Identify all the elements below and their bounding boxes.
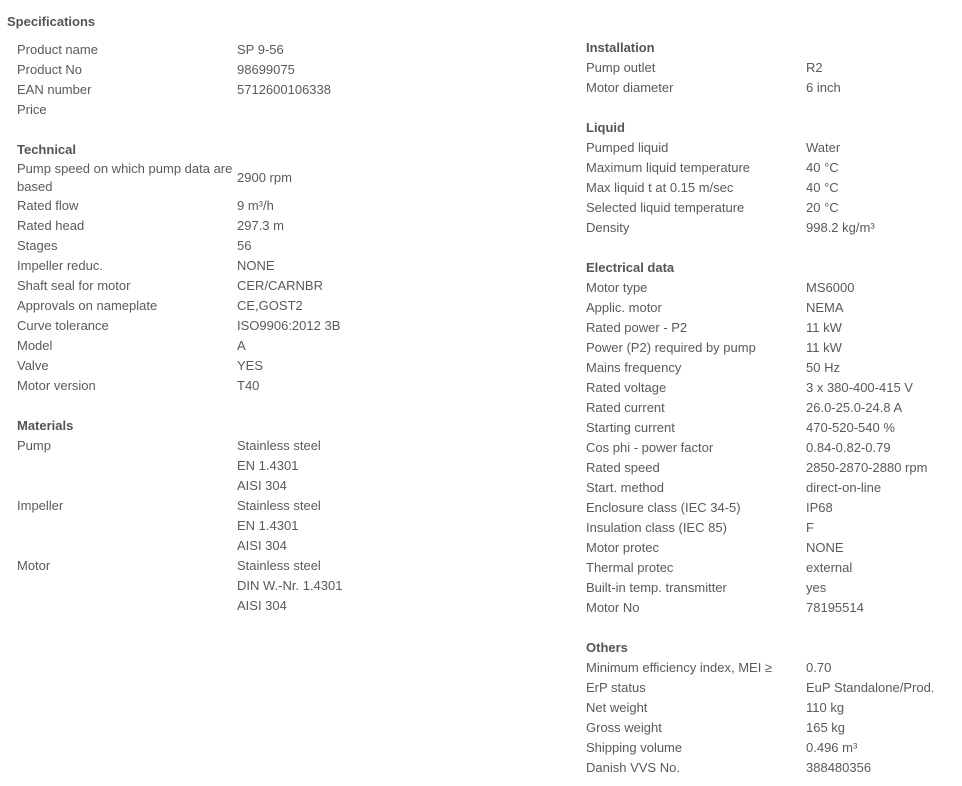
spec-value: Stainless steel [237,498,321,513]
spec-label: Mains frequency [586,360,682,375]
spec-label: Impeller reduc. [17,258,103,273]
spec-value: EuP Standalone/Prod. [806,680,935,695]
section-title-materials: Materials [17,418,74,433]
spec-label: Power (P2) required by pump [586,340,756,355]
spec-value: 50 Hz [806,360,840,375]
spec-value: 297.3 m [237,218,284,233]
materials-section [17,416,562,616]
spec-row [17,256,562,276]
page-title: Specifications [7,14,96,29]
spec-label: Product No [17,62,83,77]
spec-label: Price [17,102,47,117]
liquid-section [586,118,956,238]
spec-row [586,278,956,298]
spec-value: DIN W.-Nr. 1.4301 [237,578,343,593]
spec-value: 110 kg [806,700,845,715]
spec-value: SP 9-56 [237,42,284,57]
spec-row [586,438,956,458]
spec-value: external [806,560,853,575]
spec-label: Motor version [17,378,96,393]
spec-label: Valve [17,358,49,373]
spec-value: 40 °C [806,160,839,175]
spec-row [586,658,956,678]
spec-value: 56 [237,238,252,253]
spec-value: EN 1.4301 [237,458,299,473]
spec-label: Approvals on nameplate [17,298,158,313]
spec-label [17,596,237,616]
spec-value: EN 1.4301 [237,518,299,533]
spec-value: 40 °C [806,180,839,195]
section-title-others: Others [586,640,628,655]
spec-row [17,276,562,296]
spec-label: Rated power - P2 [586,320,688,335]
spec-row [17,516,562,536]
section-title-technical: Technical [17,142,77,157]
spec-row [17,376,562,396]
spec-row [586,598,956,618]
spec-value: CE,GOST2 [237,298,303,313]
spec-value: 0.84-0.82-0.79 [806,440,891,455]
spec-row [586,378,956,398]
section-title-installation: Installation [586,40,655,55]
motor-no-link[interactable]: 78195514 [806,600,864,615]
spec-row [586,538,956,558]
spec-value: 2850-2870-2880 rpm [806,460,928,475]
spec-row [586,58,956,78]
spec-value: direct-on-line [806,480,882,495]
spec-row [17,476,562,496]
spec-value: T40 [237,378,260,393]
spec-label: Rated voltage [586,380,667,395]
spec-row [586,138,956,158]
installation-section [586,38,956,98]
spec-label: Cos phi - power factor [586,440,714,455]
spec-row [586,738,956,758]
spec-label: Start. method [586,480,665,495]
spec-row [586,218,956,238]
general-section [17,40,562,120]
spec-label: Motor diameter [586,80,674,95]
spec-label [17,476,237,496]
spec-label: Rated current [586,400,665,415]
spec-value: AISI 304 [237,478,287,493]
spec-value: 26.0-25.0-24.8 A [806,400,903,415]
spec-label: Impeller [17,498,64,513]
spec-label: Rated head [17,218,85,233]
spec-label: EAN number [17,82,92,97]
spec-label: Model [17,338,53,353]
spec-value: 9 m³/h [237,198,274,213]
spec-value: CER/CARNBR [237,278,323,293]
others-section [586,638,956,778]
spec-label: Thermal protec [586,560,674,575]
spec-row [17,576,562,596]
spec-label: Curve tolerance [17,318,109,333]
spec-value: Stainless steel [237,438,321,453]
spec-label: Shipping volume [586,740,683,755]
spec-value: A [237,338,246,353]
spec-label: Motor protec [586,540,659,555]
spec-label: Motor type [586,280,648,295]
spec-label: Motor No [586,600,640,615]
spec-row [17,100,562,120]
spec-row [586,358,956,378]
spec-label: Rated speed [586,460,660,475]
spec-value: Water [806,140,841,155]
spec-row [17,496,562,516]
spec-value: 6 inch [806,80,841,95]
spec-label: Pumped liquid [586,140,669,155]
spec-row [586,78,956,98]
spec-label: Rated flow [17,198,79,213]
spec-value: yes [806,580,827,595]
spec-value: MS6000 [806,280,855,295]
spec-label: Max liquid t at 0.15 m/sec [586,180,734,195]
spec-row [586,758,956,778]
spec-value: 20 °C [806,200,839,215]
spec-label: Density [586,220,630,235]
spec-value: 998.2 kg/m³ [806,220,875,235]
spec-label [17,536,237,556]
spec-label [17,576,237,596]
spec-row [586,458,956,478]
spec-row [17,40,562,60]
spec-value: R2 [806,60,823,75]
spec-row [586,718,956,738]
spec-label [17,456,237,476]
spec-row [586,478,956,498]
spec-row [586,698,956,718]
spec-label: Pump speed on which pump data are based [17,161,233,194]
spec-row [586,198,956,218]
spec-row [17,536,562,556]
spec-label: Maximum liquid temperature [586,160,751,175]
spec-value: F [806,520,814,535]
right-column [586,38,956,778]
spec-value: 388480356 [806,760,872,775]
spec-row [17,336,562,356]
left-column [17,40,562,616]
spec-label: Gross weight [586,720,662,735]
technical-section [17,140,562,396]
spec-label: Net weight [586,700,648,715]
spec-row [17,316,562,336]
spec-label: Danish VVS No. [586,760,680,775]
spec-value: AISI 304 [237,598,287,613]
section-title-liquid: Liquid [586,120,625,135]
spec-row [586,558,956,578]
spec-row [17,160,562,196]
spec-value: 165 kg [806,720,846,735]
spec-row [586,498,956,518]
spec-value: 11 kW [806,320,842,335]
spec-row [17,236,562,256]
spec-value: NONE [806,540,844,555]
spec-row [17,196,562,216]
spec-value: 5712600106338 [237,82,331,97]
spec-label: Motor [17,558,51,573]
spec-row [586,518,956,538]
spec-value: 0.496 m³ [806,740,858,755]
spec-label: ErP status [586,680,646,695]
spec-value: 3 x 380-400-415 V [806,380,913,395]
spec-row [17,60,562,80]
spec-row [586,398,956,418]
spec-row [586,158,956,178]
spec-row [586,178,956,198]
spec-label: Product name [17,42,98,57]
spec-value: 98699075 [237,62,295,77]
spec-value: 470-520-540 % [806,420,895,435]
spec-row [17,436,562,456]
spec-label: Pump outlet [586,60,656,75]
electrical-section [586,258,956,618]
spec-label: Stages [17,238,58,253]
spec-row [17,296,562,316]
spec-label: Pump [17,438,51,453]
spec-value: NEMA [806,300,844,315]
spec-row [586,298,956,318]
spec-row [17,596,562,616]
spec-row [17,456,562,476]
spec-label: Insulation class (IEC 85) [586,520,727,535]
spec-label: Starting current [586,420,675,435]
spec-label: Minimum efficiency index, MEI ≥ [586,660,773,675]
spec-label: Built-in temp. transmitter [586,580,727,595]
spec-row [17,80,562,100]
spec-value: NONE [237,258,275,273]
spec-value: 0.70 [806,660,832,675]
spec-row [586,318,956,338]
spec-value: YES [237,358,264,373]
spec-row [586,418,956,438]
spec-row [586,578,956,598]
spec-value: 2900 rpm [237,170,292,185]
spec-label [17,516,237,536]
spec-label: Selected liquid temperature [586,200,745,215]
section-title-electrical: Electrical data [586,260,675,275]
spec-row [17,216,562,236]
spec-value: IP68 [806,500,833,515]
spec-value: 11 kW [806,340,842,355]
spec-label: Shaft seal for motor [17,278,131,293]
spec-label: Enclosure class (IEC 34-5) [586,500,741,515]
spec-value: AISI 304 [237,538,287,553]
spec-row [17,556,562,576]
spec-row [586,678,956,698]
spec-value: ISO9906:2012 3B [237,318,341,333]
spec-value: Stainless steel [237,558,321,573]
spec-row [586,338,956,358]
spec-label: Applic. motor [586,300,662,315]
spec-row [17,356,562,376]
